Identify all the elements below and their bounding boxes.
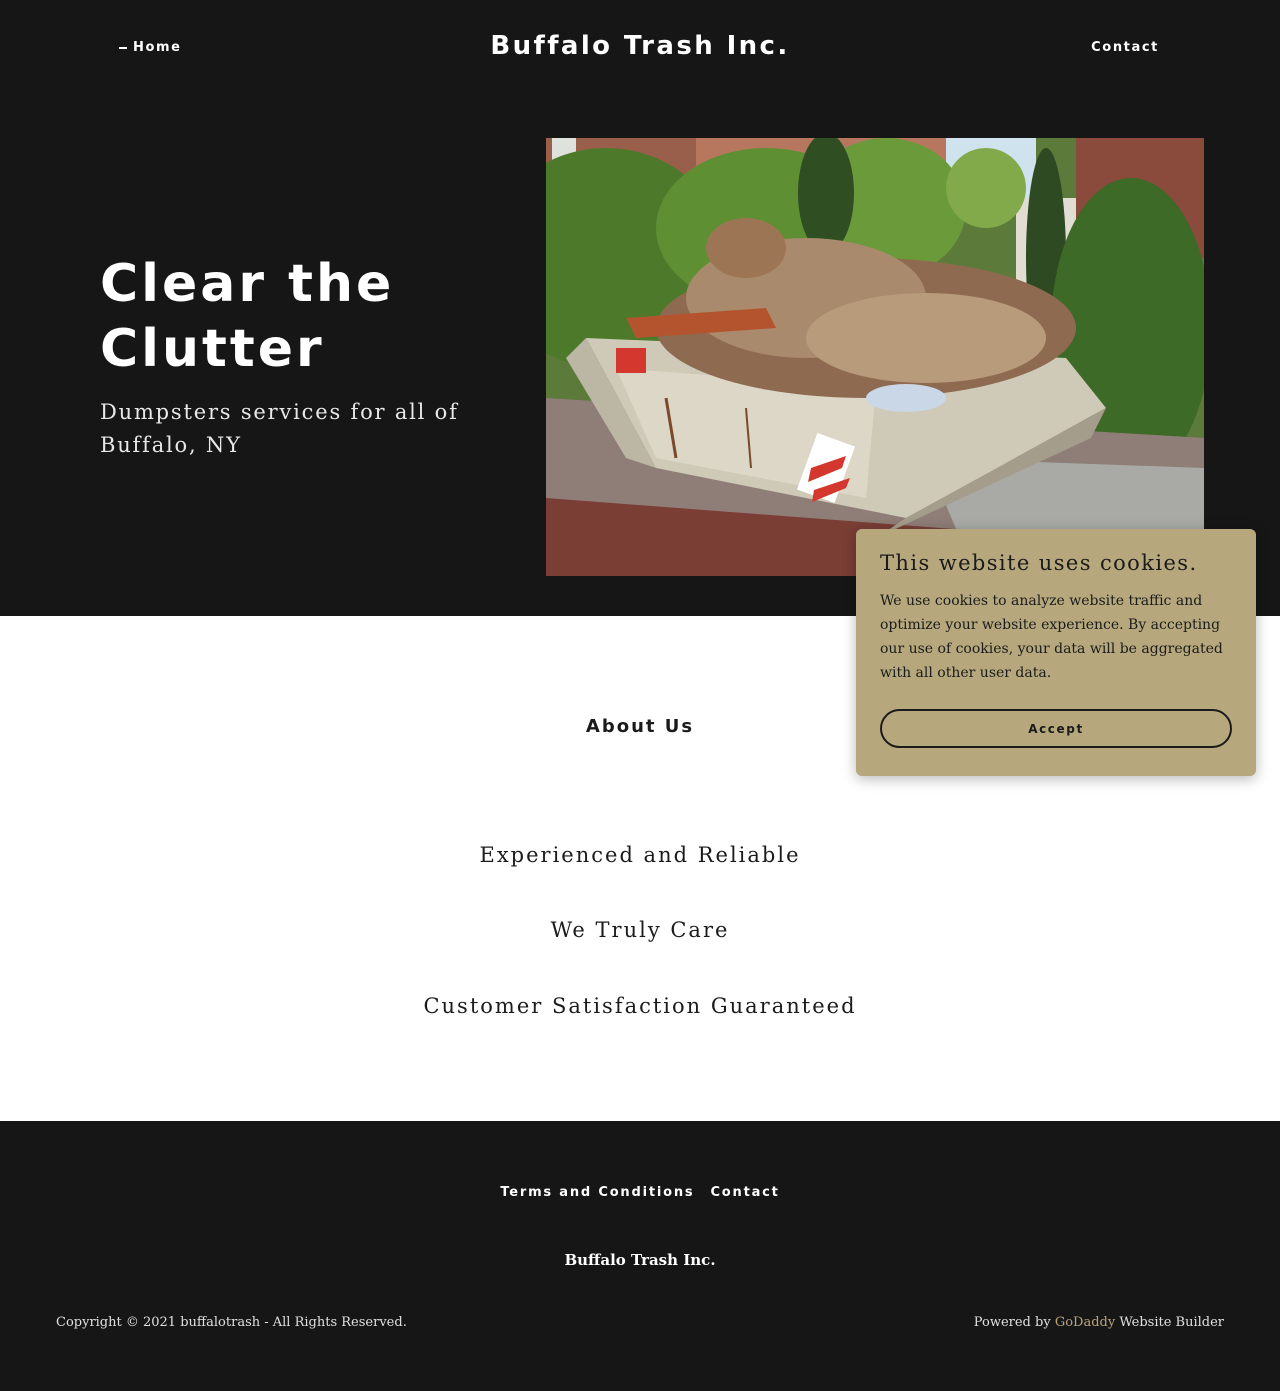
site-header	[0, 0, 1280, 98]
site-footer	[0, 1121, 1280, 1391]
footer-link-contact[interactable]: Contact	[710, 1185, 780, 1200]
about-item: We Truly Care	[550, 918, 730, 942]
powered-by-text	[974, 1315, 1224, 1330]
about-item: Experienced and Reliable	[479, 843, 801, 867]
hero-subheading: Dumpsters services for all of Buffalo, NY	[100, 400, 459, 457]
cookie-body: We use cookies to analyze website traffic and optimize your website experience. By accepting our use of cookies, your data will be aggregated with all other user data.	[880, 593, 1223, 681]
cookie-title: This website uses cookies.	[880, 551, 1198, 575]
dumpster-photo	[546, 138, 1204, 576]
about-item: Customer Satisfaction Guaranteed	[423, 994, 857, 1018]
accept-cookies-button[interactable]: Accept	[880, 709, 1232, 748]
about-title: About Us	[585, 716, 695, 737]
hero-heading: Clear the Clutter	[100, 254, 395, 379]
godaddy-link[interactable]: GoDaddy	[1054, 1315, 1116, 1330]
nav-contact-link[interactable]: Contact	[1091, 40, 1159, 55]
site-title[interactable]: Buffalo Trash Inc.	[490, 31, 790, 61]
powered-suffix: Website Builder	[1119, 1315, 1224, 1330]
footer-link-terms[interactable]: Terms and Conditions	[500, 1185, 695, 1200]
copyright-text: Copyright © 2021 buffalotrash - All Rights Reserved.	[56, 1315, 407, 1330]
footer-brand: Buffalo Trash Inc.	[564, 1251, 716, 1269]
powered-prefix: Powered by	[973, 1315, 1051, 1330]
nav-home-label: Home	[133, 40, 182, 55]
footer-nav	[0, 1185, 1280, 1200]
cookie-banner	[856, 529, 1256, 776]
